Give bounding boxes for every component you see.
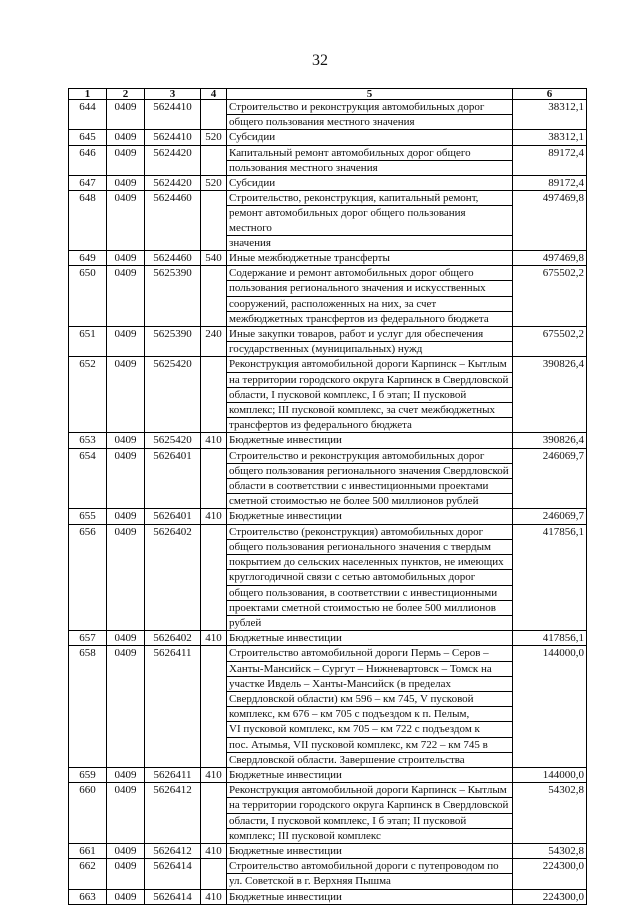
description-line: на территории городского округа Карпинск в Свердловской — [227, 373, 512, 388]
row-number: 660 — [69, 783, 107, 844]
description-line: Реконструкция автомобильной дороги Карпинск – Кытлым — [227, 783, 512, 798]
amount: 89172,4 — [513, 176, 587, 191]
item-description — [227, 767, 513, 782]
target-code: 5626412 — [145, 843, 201, 858]
amount: 675502,2 — [513, 266, 587, 327]
description-line: Иные закупки товаров, работ и услуг для обеспечения — [227, 327, 512, 342]
target-code: 5626402 — [145, 631, 201, 646]
expense-type-code — [201, 145, 227, 175]
description-line: Бюджетные инвестиции — [229, 434, 342, 447]
target-code: 5626401 — [145, 448, 201, 509]
expense-type-code — [201, 859, 227, 889]
section-code: 0409 — [107, 448, 145, 509]
expense-type-code: 410 — [201, 767, 227, 782]
row-number: 662 — [69, 859, 107, 889]
item-description — [227, 130, 513, 145]
section-code: 0409 — [107, 859, 145, 889]
description-line: общего пользования регионального значения Свердловской — [227, 464, 512, 479]
item-description — [227, 191, 513, 251]
section-code: 0409 — [107, 433, 145, 448]
row-number: 648 — [69, 191, 107, 251]
amount: 417856,1 — [513, 631, 587, 646]
amount: 497469,8 — [513, 191, 587, 251]
item-description — [227, 509, 513, 524]
target-code: 5624410 — [145, 130, 201, 145]
description-line: Бюджетные инвестиции — [229, 844, 342, 857]
table-row — [69, 859, 587, 889]
col-header-2: 2 — [107, 89, 145, 100]
row-number: 649 — [69, 251, 107, 266]
description-line: области, I пусковой комплекс, I б этап; II пусковой — [227, 388, 512, 403]
target-code: 5624460 — [145, 191, 201, 251]
table-row — [69, 191, 587, 251]
amount: 497469,8 — [513, 251, 587, 266]
description-line: сооружений, расположенных на них, за счет — [227, 297, 512, 312]
target-code: 5624420 — [145, 176, 201, 191]
description-line: Субсидии — [229, 131, 276, 144]
description-line: сметной стоимостью не более 500 миллионов рублей — [229, 495, 479, 508]
expense-type-code: 410 — [201, 433, 227, 448]
item-description — [227, 100, 513, 130]
expense-type-code — [201, 100, 227, 130]
item-description — [227, 631, 513, 646]
description-line: ул. Советской в г. Верхняя Пышма — [229, 875, 391, 888]
table-body — [69, 100, 587, 905]
table-row — [69, 266, 587, 327]
description-line: Свердловской области. Завершение строительства — [229, 753, 465, 766]
target-code: 5626401 — [145, 509, 201, 524]
item-description — [227, 524, 513, 630]
row-number: 650 — [69, 266, 107, 327]
description-line: Строительство и реконструкция автомобильных дорог — [227, 100, 512, 115]
section-code: 0409 — [107, 251, 145, 266]
description-line: Содержание и ремонт автомобильных дорог общего — [227, 266, 512, 281]
row-number: 647 — [69, 176, 107, 191]
description-line: Реконструкция автомобильной дороги Карпинск – Кытлым — [227, 357, 512, 372]
amount: 54302,8 — [513, 783, 587, 844]
expense-type-code — [201, 524, 227, 630]
table-row — [69, 524, 587, 630]
amount: 54302,8 — [513, 843, 587, 858]
item-description — [227, 843, 513, 858]
table-header-row — [69, 89, 587, 100]
row-number: 644 — [69, 100, 107, 130]
amount: 417856,1 — [513, 524, 587, 630]
description-line: Капитальный ремонт автомобильных дорог общего — [227, 146, 512, 161]
description-line: Строительство (реконструкция) автомобильных дорог — [227, 525, 512, 540]
expense-type-code: 410 — [201, 843, 227, 858]
target-code: 5626412 — [145, 783, 201, 844]
section-code: 0409 — [107, 767, 145, 782]
amount: 246069,7 — [513, 509, 587, 524]
amount: 224300,0 — [513, 889, 587, 904]
section-code: 0409 — [107, 327, 145, 357]
expense-type-code — [201, 448, 227, 509]
table-row — [69, 646, 587, 768]
row-number: 657 — [69, 631, 107, 646]
table-row — [69, 327, 587, 357]
table-row — [69, 448, 587, 509]
row-number: 652 — [69, 357, 107, 433]
description-line: Строительство и реконструкция автомобильных дорог — [227, 449, 512, 464]
expense-type-code: 410 — [201, 509, 227, 524]
col-header-3: 3 — [145, 89, 201, 100]
description-line: круглогодичной связи с сетью автомобильных дорог — [227, 570, 512, 585]
description-line: комплекс; III пусковой комплекс, за счет межбюджетных — [227, 403, 512, 418]
description-line: VI пусковой комплекс, км 705 – км 722 с подъездом к — [227, 722, 512, 737]
target-code: 5626414 — [145, 859, 201, 889]
target-code: 5625390 — [145, 266, 201, 327]
item-description — [227, 783, 513, 844]
row-number: 645 — [69, 130, 107, 145]
table-row — [69, 251, 587, 266]
expense-type-code: 410 — [201, 631, 227, 646]
expense-type-code: 410 — [201, 889, 227, 904]
section-code: 0409 — [107, 889, 145, 904]
target-code: 5626414 — [145, 889, 201, 904]
target-code: 5626411 — [145, 767, 201, 782]
amount: 38312,1 — [513, 130, 587, 145]
description-line: покрытием до сельских населенных пунктов, не имеющих — [227, 555, 512, 570]
description-line: Ханты-Мансийск – Сургут – Нижневартовск – Томск на — [227, 662, 512, 677]
target-code: 5625420 — [145, 357, 201, 433]
target-code: 5624420 — [145, 145, 201, 175]
description-line: общего пользования местного значения — [229, 116, 415, 129]
expense-type-code: 520 — [201, 130, 227, 145]
amount: 675502,2 — [513, 327, 587, 357]
section-code: 0409 — [107, 145, 145, 175]
item-description — [227, 327, 513, 357]
col-header-5: 5 — [227, 89, 513, 100]
table-row — [69, 176, 587, 191]
amount: 390826,4 — [513, 357, 587, 433]
description-line: ремонт автомобильных дорог общего пользования местного — [227, 206, 512, 235]
description-line: общего пользования, в соответствии с инвестиционными — [227, 586, 512, 601]
row-number: 656 — [69, 524, 107, 630]
table-row — [69, 145, 587, 175]
section-code: 0409 — [107, 176, 145, 191]
row-number: 655 — [69, 509, 107, 524]
item-description — [227, 251, 513, 266]
description-line: Иные межбюджетные трансферты — [229, 252, 390, 265]
amount: 89172,4 — [513, 145, 587, 175]
table-row — [69, 130, 587, 145]
item-description — [227, 266, 513, 327]
description-line: общего пользования регионального значения с твердым — [227, 540, 512, 555]
description-line: пос. Атымья, VII пусковой комплекс, км 722 – км 745 в — [227, 738, 512, 753]
row-number: 658 — [69, 646, 107, 768]
description-line: межбюджетных трансфертов из федерального бюджета — [229, 312, 489, 325]
budget-table — [68, 88, 587, 905]
description-line: комплекс; III пусковой комплекс — [229, 829, 381, 842]
table-row — [69, 843, 587, 858]
row-number: 653 — [69, 433, 107, 448]
item-description — [227, 176, 513, 191]
section-code: 0409 — [107, 783, 145, 844]
description-line: на территории городского округа Карпинск в Свердловской — [227, 798, 512, 813]
section-code: 0409 — [107, 646, 145, 768]
description-line: пользования регионального значения и искусственных — [227, 281, 512, 296]
row-number: 659 — [69, 767, 107, 782]
expense-type-code — [201, 357, 227, 433]
target-code: 5626402 — [145, 524, 201, 630]
row-number: 651 — [69, 327, 107, 357]
table-row — [69, 783, 587, 844]
table-row — [69, 433, 587, 448]
col-header-4: 4 — [201, 89, 227, 100]
page-number: 32 — [312, 52, 328, 69]
table-row — [69, 767, 587, 782]
description-line: проектами сметной стоимостью не более 500 миллионов — [227, 601, 512, 616]
description-line: Строительство автомобильной дороги с путепроводом по — [227, 859, 512, 874]
amount: 144000,0 — [513, 767, 587, 782]
amount: 390826,4 — [513, 433, 587, 448]
description-line: трансфертов из федерального бюджета — [229, 419, 412, 432]
item-description — [227, 646, 513, 768]
amount: 224300,0 — [513, 859, 587, 889]
amount: 38312,1 — [513, 100, 587, 130]
section-code: 0409 — [107, 631, 145, 646]
description-line: Субсидии — [229, 177, 276, 190]
section-code: 0409 — [107, 130, 145, 145]
table-row — [69, 631, 587, 646]
row-number: 663 — [69, 889, 107, 904]
description-line: Бюджетные инвестиции — [229, 768, 342, 781]
section-code: 0409 — [107, 524, 145, 630]
table-row — [69, 889, 587, 904]
row-number: 646 — [69, 145, 107, 175]
expense-type-code — [201, 646, 227, 768]
expense-type-code: 520 — [201, 176, 227, 191]
description-line: Бюджетные инвестиции — [229, 632, 342, 645]
description-line: Свердловской области) км 596 – км 745, V пусковой — [227, 692, 512, 707]
description-line: Бюджетные инвестиции — [229, 510, 342, 523]
description-line: комплекс, км 676 – км 705 с подъездом к п. Пелым, — [227, 707, 512, 722]
table-row — [69, 509, 587, 524]
description-line: Строительство автомобильной дороги Пермь – Серов – — [227, 646, 512, 661]
section-code: 0409 — [107, 191, 145, 251]
item-description — [227, 145, 513, 175]
target-code: 5625390 — [145, 327, 201, 357]
expense-type-code: 240 — [201, 327, 227, 357]
section-code: 0409 — [107, 266, 145, 327]
description-line: области в соответствии с инвестиционными проектами — [227, 479, 512, 494]
section-code: 0409 — [107, 843, 145, 858]
expense-type-code — [201, 191, 227, 251]
expense-type-code — [201, 783, 227, 844]
row-number: 661 — [69, 843, 107, 858]
section-code: 0409 — [107, 100, 145, 130]
description-line: области, I пусковой комплекс, I б этап; II пусковой — [227, 814, 512, 829]
description-line: Строительство, реконструкция, капитальный ремонт, — [227, 191, 512, 206]
section-code: 0409 — [107, 357, 145, 433]
col-header-1: 1 — [69, 89, 107, 100]
table-row — [69, 100, 587, 130]
item-description — [227, 448, 513, 509]
section-code: 0409 — [107, 509, 145, 524]
amount: 246069,7 — [513, 448, 587, 509]
target-code: 5625420 — [145, 433, 201, 448]
amount: 144000,0 — [513, 646, 587, 768]
description-line: значения — [229, 236, 271, 249]
table-row — [69, 357, 587, 433]
item-description — [227, 357, 513, 433]
description-line: Бюджетные инвестиции — [229, 890, 342, 903]
item-description — [227, 433, 513, 448]
description-line: участке Ивдель – Ханты-Мансийск (в пределах — [227, 677, 512, 692]
item-description — [227, 889, 513, 904]
item-description — [227, 859, 513, 889]
description-line: государственных (муниципальных) нужд — [229, 343, 423, 356]
description-line: рублей — [229, 616, 262, 629]
target-code: 5624460 — [145, 251, 201, 266]
expense-type-code — [201, 266, 227, 327]
description-line: пользования местного значения — [229, 161, 378, 174]
expense-type-code: 540 — [201, 251, 227, 266]
row-number: 654 — [69, 448, 107, 509]
col-header-6: 6 — [513, 89, 587, 100]
target-code: 5626411 — [145, 646, 201, 768]
target-code: 5624410 — [145, 100, 201, 130]
